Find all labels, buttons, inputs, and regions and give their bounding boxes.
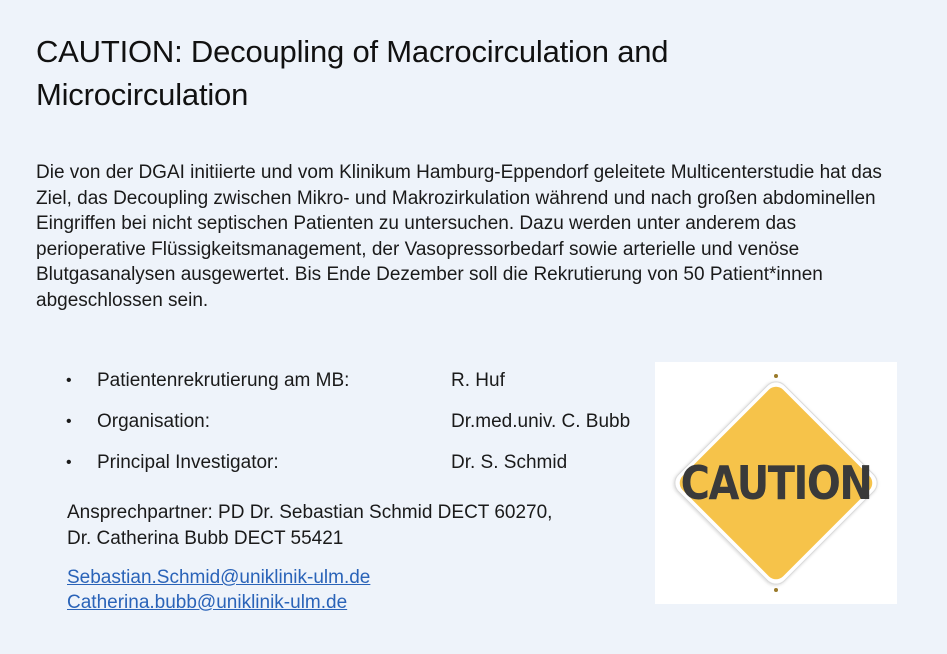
bullet-icon: • [66, 454, 72, 471]
role-name: Dr. S. Schmid [451, 452, 568, 473]
role-label: Organisation: [97, 411, 211, 432]
role-name: Dr.med.univ. C. Bubb [451, 411, 631, 432]
role-name: R. Huf [451, 370, 505, 391]
caution-sign-image [655, 362, 897, 604]
role-item-recruitment [66, 368, 666, 409]
intro-paragraph: Die von der DGAI initiierte und vom Klinikum Hamburg-Eppendorf geleitete Multicenterstudie hat das Ziel, das Decoupling zwischen Mikro- und Makrozirkulation während und nach großen abdominellen Eingriffen bei nicht septischen Patienten zu untersuchen. Dazu werden unter anderem das perioperative Flüssigkeitsmanagement, der Vasopressorbedarf sowie arterielle und venöse Blutgasanalysen ausgewertet. Bis Ende Dezember soll die Rekrutierung von 50 Patient*innen abgeschlossen sein. [36, 162, 882, 311]
role-item-principal-investigator [66, 450, 666, 491]
role-label: Principal Investigator: [97, 452, 279, 473]
caution-sign-icon [655, 362, 897, 604]
bullet-icon: • [66, 372, 72, 389]
email-links [67, 565, 370, 615]
role-item-organisation [66, 409, 666, 450]
caution-sign-text: CAUTION [680, 457, 872, 511]
slide-title: CAUTION: Decoupling of Macrocirculation and Microcirculation [36, 34, 669, 112]
email-link-bubb[interactable]: Catherina.bubb@uniklinik-ulm.de [67, 592, 348, 613]
contact-info: Ansprechpartner: PD Dr. Sebastian Schmid DECT 60270, Dr. Catherina Bubb DECT 55421 [67, 502, 553, 549]
bullet-icon: • [66, 413, 72, 430]
roles-list [66, 368, 666, 491]
email-link-schmid[interactable]: Sebastian.Schmid@uniklinik-ulm.de [67, 567, 371, 588]
role-label: Patientenrekrutierung am MB: [97, 370, 350, 391]
